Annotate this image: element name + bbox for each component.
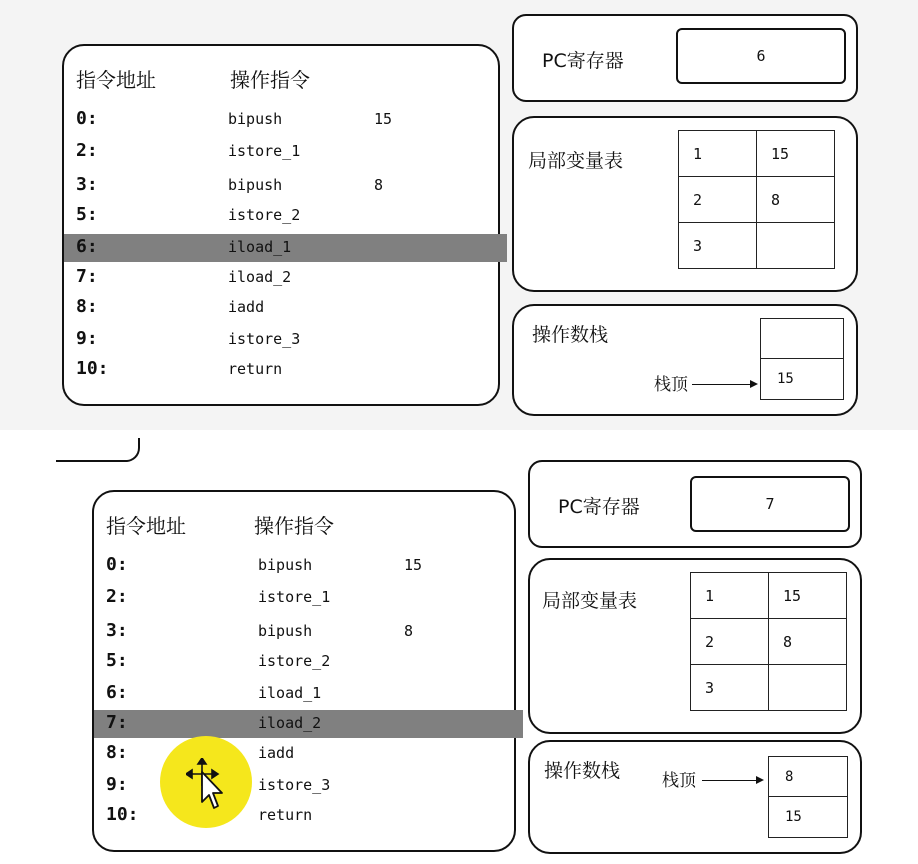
local-variable-label: 局部变量表 bbox=[528, 150, 624, 172]
local-variable-slot: 1 bbox=[679, 131, 757, 177]
instruction-address: 9: bbox=[106, 774, 128, 795]
instruction-row bbox=[64, 138, 507, 166]
partial-box-edge bbox=[56, 438, 140, 462]
local-variable-value bbox=[769, 665, 847, 711]
instruction-arg: 15 bbox=[404, 556, 423, 574]
instruction-row bbox=[64, 356, 507, 384]
local-variable-slot: 3 bbox=[691, 665, 769, 711]
instruction-row bbox=[94, 772, 523, 800]
instruction-op: iadd bbox=[228, 298, 265, 316]
state-snapshot-2 bbox=[0, 450, 918, 864]
col-header-op: 操作指令 bbox=[230, 68, 310, 92]
operand-stack bbox=[768, 756, 848, 838]
local-variable-value: 8 bbox=[757, 177, 835, 223]
instruction-op: istore_3 bbox=[258, 776, 331, 794]
instruction-row bbox=[94, 552, 523, 580]
stack-top-label: 栈顶 bbox=[654, 375, 688, 395]
instruction-row bbox=[94, 740, 523, 768]
local-variable-row bbox=[679, 131, 835, 177]
local-variable-value bbox=[757, 223, 835, 269]
instruction-op: iload_2 bbox=[258, 714, 322, 732]
col-header-addr: 指令地址 bbox=[76, 68, 156, 92]
operand-stack-label: 操作数栈 bbox=[544, 760, 621, 782]
instruction-op: iload_2 bbox=[228, 268, 292, 286]
local-variable-box bbox=[512, 116, 858, 292]
instruction-address: 8: bbox=[76, 296, 98, 317]
instruction-op: bipush bbox=[228, 176, 283, 194]
instruction-address: 7: bbox=[76, 266, 98, 287]
pc-register-label: PC寄存器 bbox=[542, 50, 624, 72]
pc-register-label: PC寄存器 bbox=[558, 496, 640, 518]
instruction-op: istore_2 bbox=[228, 206, 301, 224]
local-variable-row bbox=[679, 223, 835, 269]
instruction-row bbox=[64, 326, 507, 354]
pc-register-box bbox=[528, 460, 862, 548]
state-snapshot-1 bbox=[0, 0, 918, 430]
instruction-address: 3: bbox=[106, 620, 128, 641]
instruction-op: istore_2 bbox=[258, 652, 331, 670]
local-variable-row bbox=[691, 665, 847, 711]
local-variable-label: 局部变量表 bbox=[542, 590, 638, 612]
local-variable-value: 15 bbox=[769, 573, 847, 619]
pc-register-value: 6 bbox=[676, 28, 846, 84]
instruction-op: iadd bbox=[258, 744, 295, 762]
instruction-address: 6: bbox=[106, 682, 128, 703]
instruction-op: bipush bbox=[258, 622, 313, 640]
local-variable-table bbox=[690, 572, 847, 711]
operand-stack bbox=[760, 318, 844, 400]
instruction-address: 10: bbox=[106, 804, 139, 825]
instruction-address: 9: bbox=[76, 328, 98, 349]
local-variable-row bbox=[691, 573, 847, 619]
stack-top-arrow bbox=[702, 780, 762, 781]
local-variable-slot: 1 bbox=[691, 573, 769, 619]
instruction-arg: 15 bbox=[374, 110, 393, 128]
instruction-row bbox=[64, 106, 507, 134]
operand-stack-box bbox=[512, 304, 858, 416]
operand-stack-label: 操作数栈 bbox=[532, 324, 609, 346]
instruction-address: 10: bbox=[76, 358, 109, 379]
local-variable-row bbox=[691, 619, 847, 665]
instruction-op: bipush bbox=[228, 110, 283, 128]
instruction-row bbox=[94, 680, 523, 708]
instruction-op: return bbox=[258, 806, 313, 824]
local-variable-table bbox=[678, 130, 835, 269]
stack-top-label: 栈顶 bbox=[662, 771, 696, 791]
local-variable-slot: 2 bbox=[691, 619, 769, 665]
instruction-row bbox=[64, 294, 507, 322]
instruction-address: 2: bbox=[106, 586, 128, 607]
local-variable-slot: 2 bbox=[679, 177, 757, 223]
stack-slot: 8 bbox=[769, 757, 847, 797]
pc-register-value: 7 bbox=[690, 476, 850, 532]
local-variable-box bbox=[528, 558, 862, 734]
local-variable-slot: 3 bbox=[679, 223, 757, 269]
move-cursor-icon bbox=[186, 758, 230, 812]
instruction-address: 7: bbox=[106, 712, 128, 733]
col-header-op: 操作指令 bbox=[254, 514, 334, 538]
instruction-op: istore_3 bbox=[228, 330, 301, 348]
instruction-row bbox=[64, 172, 507, 200]
instruction-row bbox=[94, 802, 523, 830]
instruction-op: istore_1 bbox=[258, 588, 331, 606]
stack-top-arrow bbox=[692, 384, 756, 385]
instruction-op: iload_1 bbox=[228, 238, 292, 256]
instruction-address: 3: bbox=[76, 174, 98, 195]
instruction-row bbox=[64, 264, 507, 292]
operand-stack-box bbox=[528, 740, 862, 854]
col-header-addr: 指令地址 bbox=[106, 514, 186, 538]
instruction-row bbox=[64, 234, 507, 262]
instruction-op: iload_1 bbox=[258, 684, 322, 702]
instruction-box bbox=[92, 490, 516, 852]
instruction-address: 2: bbox=[76, 140, 98, 161]
stack-slot bbox=[761, 319, 843, 359]
instruction-address: 0: bbox=[106, 554, 128, 575]
instruction-address: 8: bbox=[106, 742, 128, 763]
local-variable-row bbox=[679, 177, 835, 223]
stack-slot: 15 bbox=[785, 809, 802, 825]
instruction-box bbox=[62, 44, 500, 406]
instruction-row bbox=[64, 202, 507, 230]
local-variable-value: 15 bbox=[757, 131, 835, 177]
instruction-arg: 8 bbox=[404, 622, 414, 640]
instruction-op: return bbox=[228, 360, 283, 378]
instruction-address: 6: bbox=[76, 236, 98, 257]
instruction-row bbox=[94, 710, 523, 738]
instruction-row bbox=[94, 584, 523, 612]
instruction-op: bipush bbox=[258, 556, 313, 574]
instruction-address: 0: bbox=[76, 108, 98, 129]
instruction-row bbox=[94, 618, 523, 646]
instruction-arg: 8 bbox=[374, 176, 384, 194]
instruction-address: 5: bbox=[76, 204, 98, 225]
instruction-op: istore_1 bbox=[228, 142, 301, 160]
pc-register-box bbox=[512, 14, 858, 102]
instruction-row bbox=[94, 648, 523, 676]
stack-slot: 15 bbox=[777, 371, 794, 387]
local-variable-value: 8 bbox=[769, 619, 847, 665]
instruction-address: 5: bbox=[106, 650, 128, 671]
